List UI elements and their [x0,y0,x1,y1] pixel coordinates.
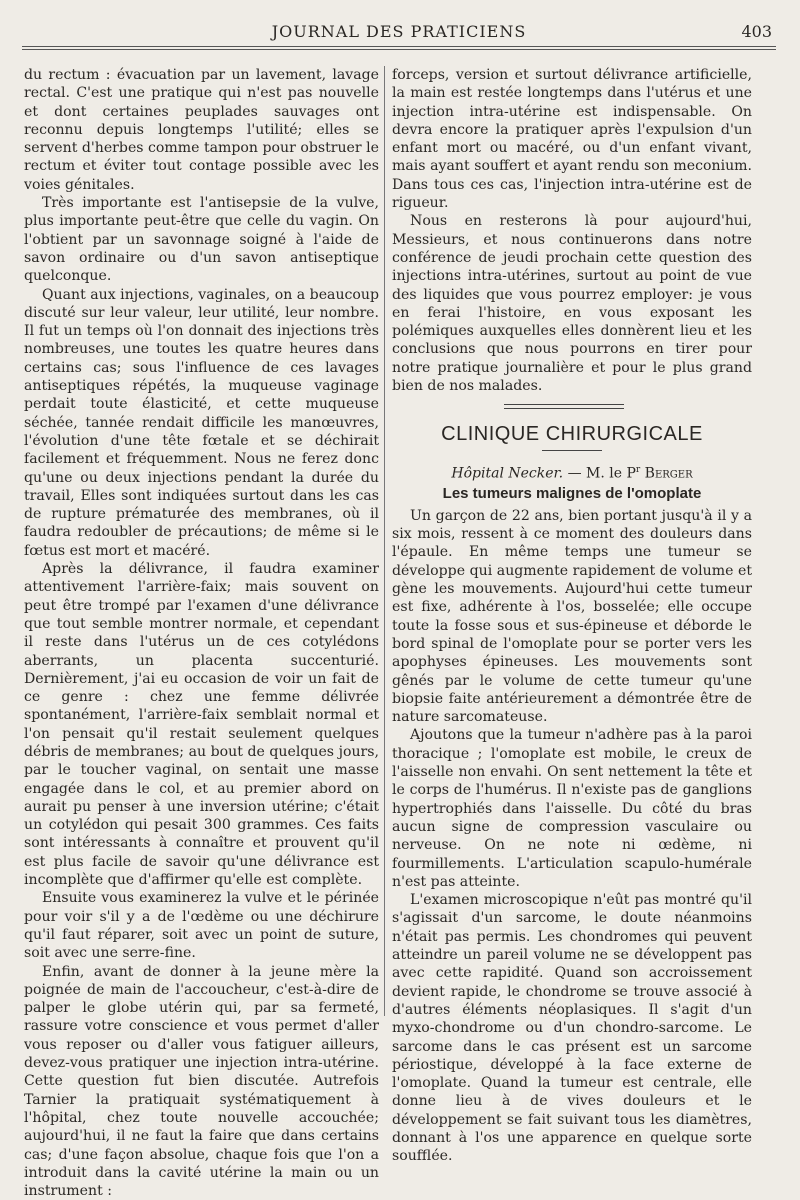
left-column [24,66,379,1200]
column-divider [384,66,385,1016]
professor-name: Berger [640,465,693,482]
paragraph: Enfin, avant de donner à la jeune mère la poignée de main de l'accoucheur, c'est-à-dire de palper le globe utérin qui, par sa fermeté, rassure votre conscience et vous permet d'aller vous reposer ou d'aller vous fatiguer ailleurs, devez-vous pratiquer une injection intra-utérine. Cette question fut bien discutée. Autrefois Tarnier la pratiquait systématiquement à l'hôpital, chez toute nouvelle accouchée; aujourd'hui, il ne faut la faire que dans certains cas; d'une façon absolue, chaque fois que l'on a introduit dans la cavité utérine la main ou un instrument : [24,963,379,1200]
paragraph: Quant aux injections, vaginales, on a beaucoup discuté sur leur valeur, leur utilité, leur nombre. Il fut un temps où l'on donnait des injections très nombreuses, une toutes les quatre heures dans certains cas; sous l'influence de ces lavages antiseptiques répétés, la muqueuse vaginage perdait toute élasticité, et cette muqueuse séchée, tannée rendait difficile les manœuvres, l'évolution d'une tête fœtale et se déchirait facilement et fréquemment. Nous ne ferez donc qu'une ou deux injections pendant la durée du travail, Elles sont indiquées surtout dans les cas de rupture prématurée des membranes, où il faudra redoubler de précautions; de même si le fœtus est mort et macéré. [24,286,379,559]
section-title: CLINIQUE CHIRURGICALE [441,423,703,446]
paragraph: Ajoutons que la tumeur n'adhère pas à la paroi thoracique ; l'omoplate est mobile, le creux de l'aisselle non envahi. On sent nettement la tête et le corps de l'humérus. Il n'existe pas de ganglions hypertrophiés dans l'aisselle. Du côté du bras aucun signe de compression vasculaire ou nerveuse. On ne note ni œdème, ni fourmillements. L'articulation scapulo-humérale n'est pas atteinte. [392,727,752,890]
paragraph: Ensuite vous examinerez la vulve et le périnée pour voir s'il y a de l'œdème ou une déchirure qu'il faut réparer, soit avec un point de suture, soit avec une serre-fine. [24,890,379,962]
hospital-name: Hôpital Necker. [451,465,564,482]
journal-title: JOURNAL DES PRATICIENS [271,22,527,41]
professor-superscript: r [635,464,641,475]
paragraph: forceps, version et surtout délivrance artificielle, la main est restée longtemps dans l'utérus et une injection intra-utérine est indispensable. On devra encore la pratiquer après l'expulsion d'un enfant mort ou macéré, ou d'un enfant vivant, mais ayant souffert et ayant rendu son meconium. Dans tous ces cas, l'injection intra-utérine est de rigueur. [392,67,752,212]
dash-text: — M. le P [563,465,636,482]
paragraph: L'examen microscopique n'eût pas montré qu'il s'agissait d'un sarcome, le doute néanmoins n'était pas permis. Les chondromes qui peuvent atteindre un pareil volume ne se développent pas avec cette rapidité. Quand son accroissement devient rapide, le chondrome se trouve associé à d'autres éléments néoplasiques. Il s'agit d'un myxo-chondrome ou d'un chondro-sarcome. Le sarcome dans le cas présent est un sarcome périostique, développé à la face externe de l'omoplate. Quand la tumeur est centrale, elle donne lieu à de vives douleurs et le développement se fait suivant tous les diamètres, donnant à l'os une apparence en quelque sorte soufflée. [392,892,752,1165]
paragraph: du rectum : évacuation par un lavement, lavage rectal. C'est une pratique qui n'est pas nouvelle et dont certaines peuplades sauvages ont reconnu depuis longtemps l'utilité; elles se servent d'herbes comme tampon pour obstruer le rectum et éviter tout contage possible avec les voies génitales. [24,67,379,193]
paragraph: Un garçon de 22 ans, bien portant jusqu'à il y a six mois, ressent à ce moment des douleurs dans l'épaule. En même temps une tumeur se développe qui augmente rapidement de volume et gène les mouvements. Aujourd'hui cette tumeur est fixe, adhérente à l'os, bosselée; elle occupe toute la fosse sous et sus-épineuse et déborde le bord spinal de l'omoplate pour se porter vers les apophyses épineuses. Les mouvements sont gênés par le volume de cette tumeur qu'une biopsie faite antérieurement a démontrée être de nature sarcomateuse. [392,507,752,726]
paragraph: Nous en resterons là pour aujourd'hui, Messieurs, et nous continuerons dans notre conférence de jeudi prochain cette question des injections intra-utérines, surtout au point de vue des liquides que vous pourrez employer: je vous en ferai l'histoire, en vous exposant les polémiques auxquelles elles donnèrent lieu et les conclusions que nous pourrons en tirer pour notre pratique journalière et pour le plus grand bien de nos malades. [392,213,752,395]
right-column [392,66,752,1166]
article-subtitle: Les tumeurs malignes de l'omoplate [442,484,702,502]
paragraph: Très importante est l'antisepsie de la vulve, plus importante peut-être que celle du vagin. On l'obtient par un savonnage soigné à l'aide de savon ordinaire ou d'un savon antiseptique quelconque. [24,195,379,285]
short-rule [542,450,602,451]
double-rule-separator [392,401,752,415]
paragraph: Après la délivrance, il faudra examiner attentivement l'arrière-faix; mais souvent on peut être trompé par l'examen d'une délivrance que tout semble montrer normale, et cependant il reste dans l'utérus un de ces cotylédons aberrants, un placenta succenturié. Dernièrement, j'ai eu occasion de voir un fait de ce genre : chez une femme délivrée spontanément, l'arrière-faix semblait normal et l'on pensait qu'il restait seulement quelques débris de membranes; au bout de quelques jours, par le toucher vaginal, on sentait une masse engagée dans le col, et au premier abord on aurait pu penser à une inversion utérine; c'était un cotylédon qui pesait 300 grammes. Ces faits sont intéressants à connaître et prouvent qu'il est plus facile de savoir qu'une délivrance est incomplète que d'affirmer qu'elle est complète. [24,561,379,889]
page-number: 403 [741,22,772,41]
running-header [22,18,776,47]
hospital-line [392,461,752,483]
